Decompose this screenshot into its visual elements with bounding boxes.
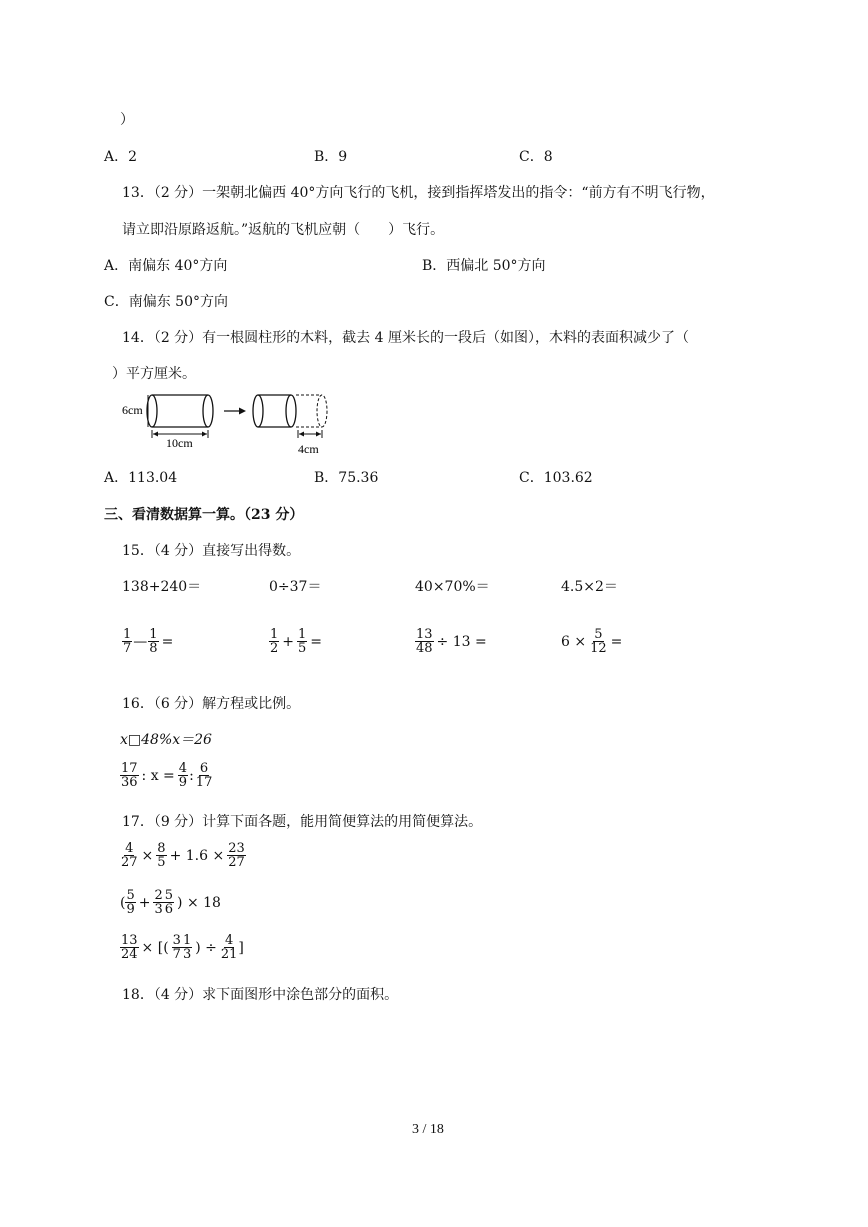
q15-item-7: $\frac{13}{48}$ ÷ 13 =: [416, 627, 487, 656]
q14-option-a: A．113.04: [104, 470, 178, 486]
q13-text-line1: 13．（2 分）一架朝北偏西 40°方向飞行的飞机，接到指挥塔发出的指令：“前方有不明飞行物，: [122, 185, 715, 201]
cut-label: 4cm: [298, 442, 319, 456]
page-number: 3 / 18: [412, 1122, 444, 1137]
q16-title: 16．（6 分）解方程或比例。: [122, 696, 301, 712]
q17-expression-3: $\frac{13}{24}$ × [( $\frac{3}{7}$ $\frac{1}{3}$ ) ÷ $\frac{4}{21}$ ]: [121, 933, 244, 962]
q15-item-2: 0÷37＝: [269, 579, 322, 595]
q15-item-3: 40×70%＝: [415, 579, 490, 595]
q12-option-a: A．2: [104, 149, 138, 165]
q17-title: 17．（9 分）计算下面各题，能用简便算法的用简便算法。: [122, 814, 483, 830]
q13-option-c: C．南偏东 50°方向: [104, 294, 228, 310]
q16-equation-1: x□48%x＝26: [120, 732, 212, 748]
q15-item-4: 4.5×2＝: [561, 579, 618, 595]
length-label: 10cm: [166, 436, 193, 450]
section-3-title: 三、看清数据算一算。（23 分）: [104, 507, 304, 523]
q18-title: 18．（4 分）求下面图形中涂色部分的面积。: [122, 987, 399, 1003]
q13-text-line2: 请立即沿原路返航。”返航的飞机应朝（ ）飞行。: [122, 222, 445, 238]
q15-item-5: $\frac{1}{7}$ — $\frac{1}{8}$ =: [123, 627, 174, 656]
q15-title: 15．（4 分）直接写出得数。: [122, 543, 301, 559]
q17-expression-1: $\frac{4}{27}$ × $\frac{8}{5}$ + 1.6 × $\frac{23}{27}$: [121, 841, 245, 870]
q14-text-line1: 14．（2 分）有一根圆柱形的木料，截去 4 厘米长的一段后（如图），木料的表面积减少了（: [122, 330, 689, 346]
q13-option-a: A．南偏东 40°方向: [104, 258, 228, 274]
q14-option-b: B．75.36: [314, 470, 379, 486]
diameter-label: 6cm: [122, 403, 143, 417]
cylinder-figure: [118, 390, 338, 458]
q12-option-c: C．8: [519, 149, 553, 165]
q12-tail: ）: [120, 112, 134, 128]
q14-text-line2: ）平方厘米。: [112, 366, 196, 382]
q15-item-6: $\frac{1}{2}$ + $\frac{1}{5}$ =: [270, 627, 323, 656]
q13-option-b: B．西偏北 50°方向: [422, 258, 546, 274]
q12-option-b: B．9: [314, 149, 348, 165]
q14-option-c: C．103.62: [519, 470, 593, 486]
q15-item-8: 6 × $\frac{5}{12}$ =: [561, 627, 623, 656]
q17-expression-2: ( $\frac{5}{9}$ + $\frac{2}{3}$ $\frac{5}{6}$ ) × 18: [120, 888, 221, 917]
q16-equation-2: $\frac{17}{36}$ : x = $\frac{4}{9}$ : $\frac{6}{17}$: [121, 761, 213, 790]
q15-item-1: 138+240＝: [122, 579, 202, 595]
